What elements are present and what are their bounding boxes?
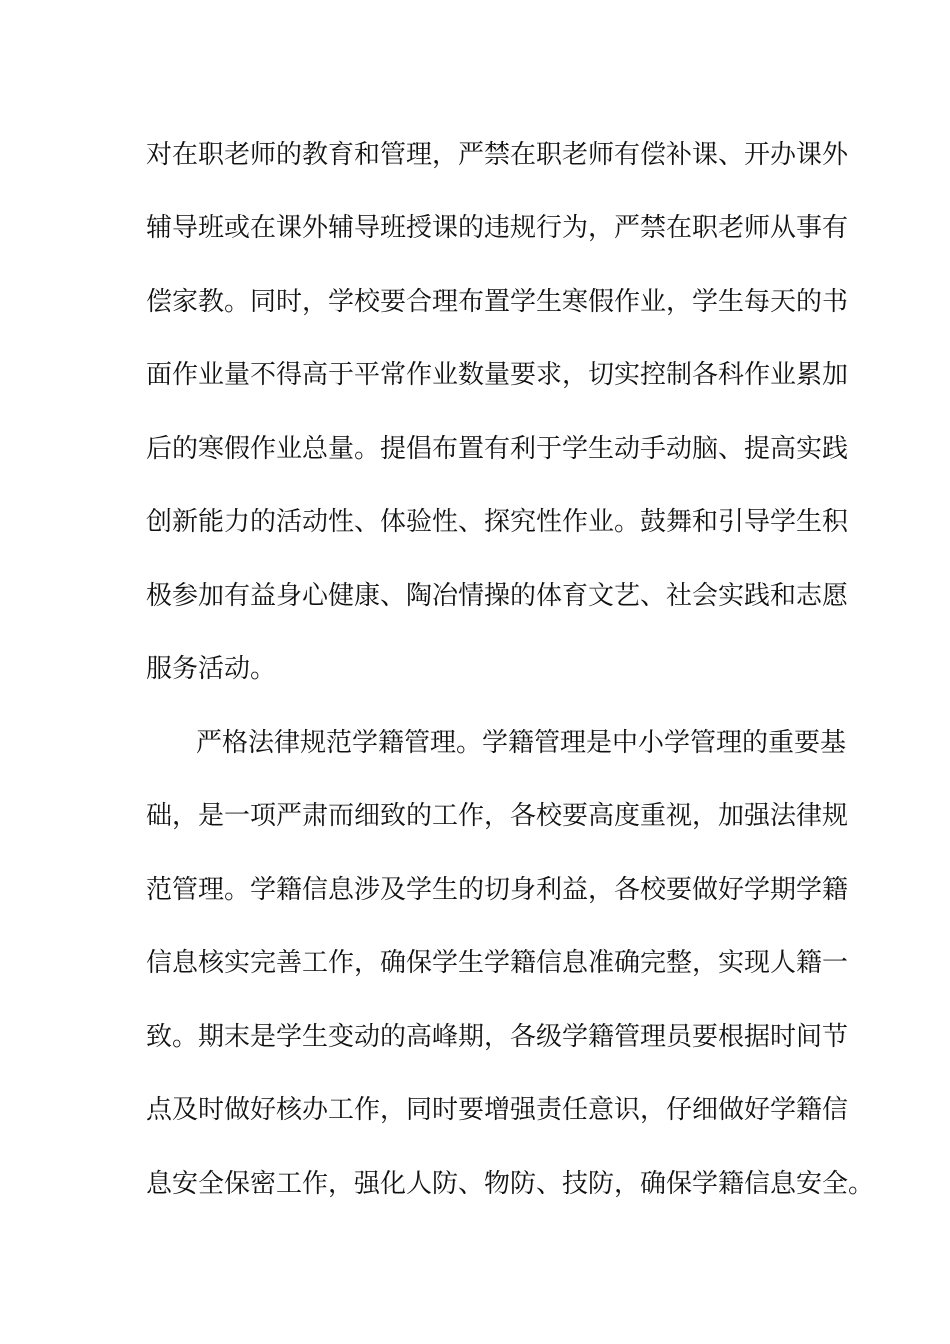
text-line: 致。期末是学生变动的高峰期，各级学籍管理员要根据时间节 xyxy=(146,1022,849,1052)
text-line: 础，是一项严肃而细致的工作，各校要高度重视，加强法律规 xyxy=(146,801,849,831)
text-line: 辅导班或在课外辅导班授课的违规行为，严禁在职老师从事有 xyxy=(146,213,849,243)
text-line: 面作业量不得高于平常作业数量要求，切实控制各科作业累加 xyxy=(146,360,849,390)
text-line: 信息核实完善工作，确保学生学籍信息准确完整，实现人籍一 xyxy=(146,948,849,978)
text-line: 服务活动。 xyxy=(146,654,277,684)
text-line: 偿家教。同时，学校要合理布置学生寒假作业，学生每天的书 xyxy=(146,287,849,317)
text-line: 对在职老师的教育和管理，严禁在职老师有偿补课、开办课外 xyxy=(146,140,849,170)
paragraph-first-line: 严格法律规范学籍管理。学籍管理是中小学管理的重要基 xyxy=(196,728,847,758)
text-line: 后的寒假作业总量。提倡布置有利于学生动手动脑、提高实践 xyxy=(146,434,849,464)
text-line: 创新能力的活动性、体验性、探究性作业。鼓舞和引导学生积 xyxy=(146,507,849,537)
text-line: 范管理。学籍信息涉及学生的切身利益，各校要做好学期学籍 xyxy=(146,875,849,905)
text-line: 点及时做好核办工作，同时要增强责任意识，仔细做好学籍信 xyxy=(146,1095,849,1125)
text-line: 极参加有益身心健康、陶冶情操的体育文艺、社会实践和志愿 xyxy=(146,581,849,611)
text-line: 息安全保密工作，强化人防、物防、技防，确保学籍信息安全。 xyxy=(146,1169,875,1199)
